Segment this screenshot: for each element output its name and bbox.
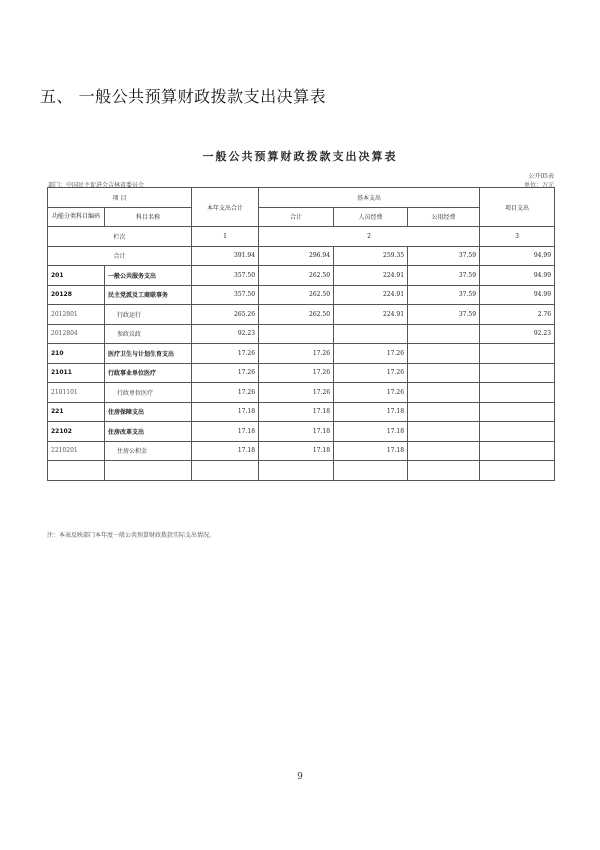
row-name: 住房公积金 xyxy=(105,441,192,461)
col-index-label: 栏次 xyxy=(48,227,192,247)
row-name: 行政运行 xyxy=(105,305,192,325)
header-project-expense: 项目支出 xyxy=(480,188,555,227)
row-basic: 262.50 xyxy=(259,266,334,286)
row-name xyxy=(105,461,192,481)
row-code xyxy=(48,461,105,481)
header-basic-sum: 合计 xyxy=(259,207,334,227)
row-public: 37.59 xyxy=(408,266,480,286)
unit-label: 单位：万元 xyxy=(523,182,554,189)
row-personnel: 17.18 xyxy=(334,402,408,422)
row-project xyxy=(480,344,555,364)
col-index-3: 3 xyxy=(480,227,555,247)
row-code: 21011 xyxy=(48,363,105,383)
row-public xyxy=(408,461,480,481)
row-basic: 17.26 xyxy=(259,383,334,403)
row-personnel: 17.18 xyxy=(334,441,408,461)
sum-row xyxy=(48,246,555,266)
sum-total: 391.94 xyxy=(192,246,259,266)
row-total: 357.50 xyxy=(192,285,259,305)
sum-public: 37.59 xyxy=(408,246,480,266)
table-title: 一般公共预算财政拨款支出决算表 xyxy=(202,150,398,163)
department-label: 部门：中国民主促进会吉林省委员会 xyxy=(48,182,145,189)
row-personnel: 224.91 xyxy=(334,266,408,286)
row-personnel: 224.91 xyxy=(334,285,408,305)
row-project: 92.23 xyxy=(480,324,555,344)
row-basic xyxy=(259,324,334,344)
header-personnel: 人员经费 xyxy=(334,207,408,227)
column-index-row xyxy=(48,227,555,247)
row-public: 37.59 xyxy=(408,305,480,325)
row-name: 行政事业单位医疗 xyxy=(105,363,192,383)
row-code: 2012801 xyxy=(48,305,105,325)
sum-basic: 296.94 xyxy=(259,246,334,266)
col-index-2: 2 xyxy=(259,227,480,247)
header-func-code: 功能分类科目编码 xyxy=(48,207,105,227)
row-personnel: 17.26 xyxy=(334,344,408,364)
row-personnel: 17.18 xyxy=(334,422,408,442)
expenditure-table xyxy=(47,187,555,481)
row-name: 行政单位医疗 xyxy=(105,383,192,403)
row-public xyxy=(408,422,480,442)
row-code: 201 xyxy=(48,266,105,286)
row-total: 17.18 xyxy=(192,441,259,461)
row-basic: 17.26 xyxy=(259,363,334,383)
form-number: 公开05表 xyxy=(528,173,554,180)
sum-label: 合计 xyxy=(48,246,192,266)
table-row xyxy=(48,383,555,403)
row-basic: 17.26 xyxy=(259,344,334,364)
table-row xyxy=(48,266,555,286)
table-row xyxy=(48,461,555,481)
header-public: 公用经费 xyxy=(408,207,480,227)
row-basic: 17.18 xyxy=(259,422,334,442)
row-code: 210 xyxy=(48,344,105,364)
row-personnel: 17.26 xyxy=(334,363,408,383)
row-name: 一般公共服务支出 xyxy=(105,266,192,286)
row-basic: 262.50 xyxy=(259,285,334,305)
table-row xyxy=(48,441,555,461)
row-public xyxy=(408,344,480,364)
col-index-1: 1 xyxy=(192,227,259,247)
header-basic: 基本支出 xyxy=(259,188,480,208)
row-total xyxy=(192,461,259,481)
row-name: 参政议政 xyxy=(105,324,192,344)
row-total: 17.26 xyxy=(192,383,259,403)
row-project xyxy=(480,402,555,422)
section-title: 五、 一般公共预算财政拨款支出决算表 xyxy=(40,87,327,106)
row-project: 94.99 xyxy=(480,266,555,286)
row-project xyxy=(480,422,555,442)
row-total: 17.26 xyxy=(192,344,259,364)
table-row xyxy=(48,344,555,364)
row-project xyxy=(480,363,555,383)
row-basic: 262.50 xyxy=(259,305,334,325)
table-row xyxy=(48,402,555,422)
row-name: 民主党派及工商联事务 xyxy=(105,285,192,305)
header-total: 本年支出合计 xyxy=(192,188,259,227)
row-public xyxy=(408,383,480,403)
sum-project: 94.99 xyxy=(480,246,555,266)
row-public xyxy=(408,441,480,461)
row-project xyxy=(480,441,555,461)
row-project: 2.76 xyxy=(480,305,555,325)
row-public xyxy=(408,324,480,344)
row-total: 92.23 xyxy=(192,324,259,344)
row-code: 2012804 xyxy=(48,324,105,344)
row-project: 94.99 xyxy=(480,285,555,305)
table-row xyxy=(48,305,555,325)
row-code: 20128 xyxy=(48,285,105,305)
row-code: 221 xyxy=(48,402,105,422)
table-row xyxy=(48,422,555,442)
table-row xyxy=(48,363,555,383)
row-public: 37.59 xyxy=(408,285,480,305)
row-personnel: 17.26 xyxy=(334,383,408,403)
row-code: 2101101 xyxy=(48,383,105,403)
table-note: 注：本表反映部门本年度一般公共预算财政拨款实际支出情况。 xyxy=(47,532,216,539)
row-personnel xyxy=(334,461,408,481)
row-basic: 17.18 xyxy=(259,402,334,422)
row-name: 医疗卫生与计划生育支出 xyxy=(105,344,192,364)
row-public xyxy=(408,363,480,383)
header-project: 项 目 xyxy=(48,188,192,208)
row-basic: 17.18 xyxy=(259,441,334,461)
row-project xyxy=(480,383,555,403)
sum-personnel: 259.35 xyxy=(334,246,408,266)
row-code: 2210201 xyxy=(48,441,105,461)
page-number: 9 xyxy=(297,772,303,782)
header-subject-name: 科目名称 xyxy=(105,207,192,227)
row-total: 17.18 xyxy=(192,422,259,442)
row-total: 17.26 xyxy=(192,363,259,383)
row-code: 22102 xyxy=(48,422,105,442)
row-name: 住房保障支出 xyxy=(105,402,192,422)
row-project xyxy=(480,461,555,481)
row-total: 357.50 xyxy=(192,266,259,286)
row-basic xyxy=(259,461,334,481)
row-public xyxy=(408,402,480,422)
table-row xyxy=(48,285,555,305)
row-personnel: 224.91 xyxy=(334,305,408,325)
row-name: 住房改革支出 xyxy=(105,422,192,442)
row-total: 265.26 xyxy=(192,305,259,325)
row-personnel xyxy=(334,324,408,344)
row-total: 17.18 xyxy=(192,402,259,422)
table-row xyxy=(48,324,555,344)
